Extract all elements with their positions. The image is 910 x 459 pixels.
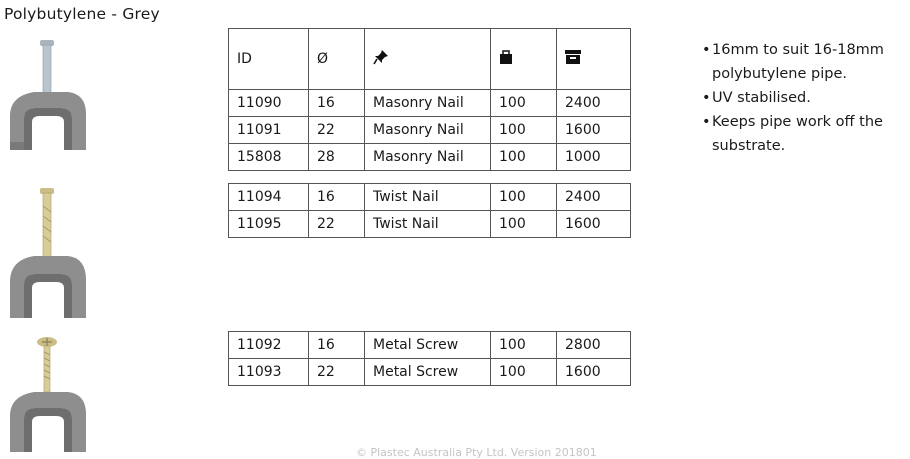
table-row (229, 332, 631, 359)
cell-diameter: 22 (309, 117, 365, 144)
clip-masonry-nail-image (6, 38, 90, 158)
cell-box-qty: 2800 (557, 332, 631, 359)
cell-id: 11093 (229, 359, 309, 386)
box-icon (565, 50, 581, 68)
cell-bag-qty: 100 (491, 184, 557, 211)
cell-fixing: Masonry Nail (365, 144, 491, 171)
cell-diameter: 22 (309, 211, 365, 238)
cell-bag-qty: 100 (491, 117, 557, 144)
cell-bag-qty: 100 (491, 211, 557, 238)
table-row (229, 117, 631, 144)
pin-icon (373, 49, 389, 69)
masonry-nail-table (228, 28, 631, 171)
twist-nail-table (228, 183, 631, 238)
clip-twist-nail-image (6, 186, 90, 326)
feature-list (700, 38, 910, 158)
cell-fixing: Metal Screw (365, 332, 491, 359)
table-row (229, 144, 631, 171)
header-diameter: Ø (309, 29, 365, 90)
table-row (229, 90, 631, 117)
table-header-row (229, 29, 631, 90)
page-title: Polybutylene - Grey (4, 5, 160, 23)
cell-id: 11092 (229, 332, 309, 359)
cell-fixing: Twist Nail (365, 184, 491, 211)
cell-fixing: Metal Screw (365, 359, 491, 386)
cell-id: 11090 (229, 90, 309, 117)
cell-box-qty: 2400 (557, 184, 631, 211)
table-row (229, 211, 631, 238)
cell-fixing: Masonry Nail (365, 90, 491, 117)
bag-icon (499, 49, 513, 69)
feature-item: • UV stabilised. (700, 86, 910, 110)
clip-metal-screw-image (6, 336, 90, 456)
cell-diameter: 16 (309, 90, 365, 117)
cell-box-qty: 1000 (557, 144, 631, 171)
cell-bag-qty: 100 (491, 90, 557, 117)
cell-id: 11091 (229, 117, 309, 144)
feature-item: • Keeps pipe work off the substrate. (700, 110, 910, 158)
cell-box-qty: 1600 (557, 117, 631, 144)
cell-fixing: Twist Nail (365, 211, 491, 238)
cell-bag-qty: 100 (491, 359, 557, 386)
cell-bag-qty: 100 (491, 332, 557, 359)
cell-id: 11095 (229, 211, 309, 238)
cell-box-qty: 1600 (557, 359, 631, 386)
cell-diameter: 16 (309, 184, 365, 211)
metal-screw-table (228, 331, 631, 386)
feature-item: • 16mm to suit 16-18mm polybutylene pipe. (700, 38, 910, 86)
cell-box-qty: 1600 (557, 211, 631, 238)
cell-id: 11094 (229, 184, 309, 211)
cell-bag-qty: 100 (491, 144, 557, 171)
cell-diameter: 22 (309, 359, 365, 386)
copyright-footer: © Plastec Australia Pty Ltd. Version 201801 (356, 446, 597, 459)
table-row (229, 359, 631, 386)
cell-fixing: Masonry Nail (365, 117, 491, 144)
cell-box-qty: 2400 (557, 90, 631, 117)
cell-diameter: 16 (309, 332, 365, 359)
header-id: ID (229, 29, 309, 90)
table-row (229, 184, 631, 211)
cell-diameter: 28 (309, 144, 365, 171)
cell-id: 15808 (229, 144, 309, 171)
